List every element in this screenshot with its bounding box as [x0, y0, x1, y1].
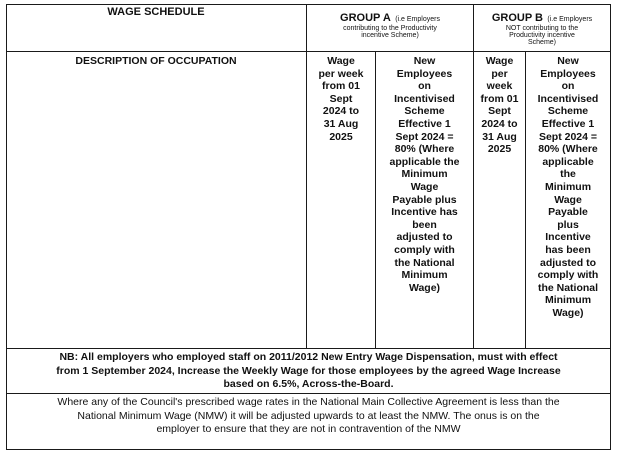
group-a-label: GROUP A [340, 12, 391, 24]
group-a-note-line1: (i.e Employers [395, 16, 440, 23]
rule-header [6, 51, 611, 52]
rule-right [610, 4, 611, 450]
group-b-label: GROUP B [491, 12, 543, 24]
group-a-note-line2: contributing to the Productivity [343, 25, 437, 32]
group-a-note-line3: incentive Scheme) [361, 32, 419, 39]
wage-schedule-table [6, 4, 611, 450]
group-b-header [474, 9, 610, 46]
nmw-footer-note: Where any of the Council's prescribed wage rates in the National Main Collective Agreement is less than the National Minimum Wage (NMW) it will be adjusted upwards to at least the NMW. The onus is on the employer to ensure that they are not in contravention of the NMW [57, 396, 560, 435]
group-a-header [307, 9, 473, 39]
group-b-new-employees-column: New Employees on Incentivised Scheme Effective 1 Sept 2024 = 80% (Where applicable the Minimum Wage Payable plus Incentive has been adjusted to comply with the National Minimum Wage) [537, 55, 599, 319]
rule-nb-end [6, 393, 611, 394]
group-b-note-line2: NOT contributing to the [505, 25, 579, 32]
description-header: DESCRIPTION OF OCCUPATION [75, 55, 237, 67]
group-a-new-employees-column: New Employees on Incentivised Scheme Effective 1 Sept 2024 = 80% (Where applicable the Minimum Wage Payable plus Incentive has been adjusted to comply with the National Minimum Wage) [389, 55, 460, 294]
rule-bottom [6, 449, 611, 450]
rule-left [6, 4, 7, 450]
group-b-note-line4: Scheme) [527, 39, 556, 46]
rule-top [6, 4, 611, 5]
group-b-note-line1: (i.e Employers [547, 16, 593, 23]
schedule-title: WAGE SCHEDULE [107, 6, 205, 18]
nb-notice: NB: All employers who employed staff on 2011/2012 New Entry Wage Dispensation, must with effect from 1 September 2024, Increase the Weekly Wage for those employees by the agreed Wage Increase based on 6.5%, Across-the-Board. [56, 351, 561, 390]
rule-body-end [6, 348, 611, 349]
group-a-wage-column: Wage per week from 01 Sept 2024 to 31 Aug 2025 [318, 55, 364, 143]
group-b-note-line3: Productivity incentive [509, 32, 575, 39]
group-b-wage-column: Wage per week from 01 Sept 2024 to 31 Aug 2025 [480, 55, 519, 156]
